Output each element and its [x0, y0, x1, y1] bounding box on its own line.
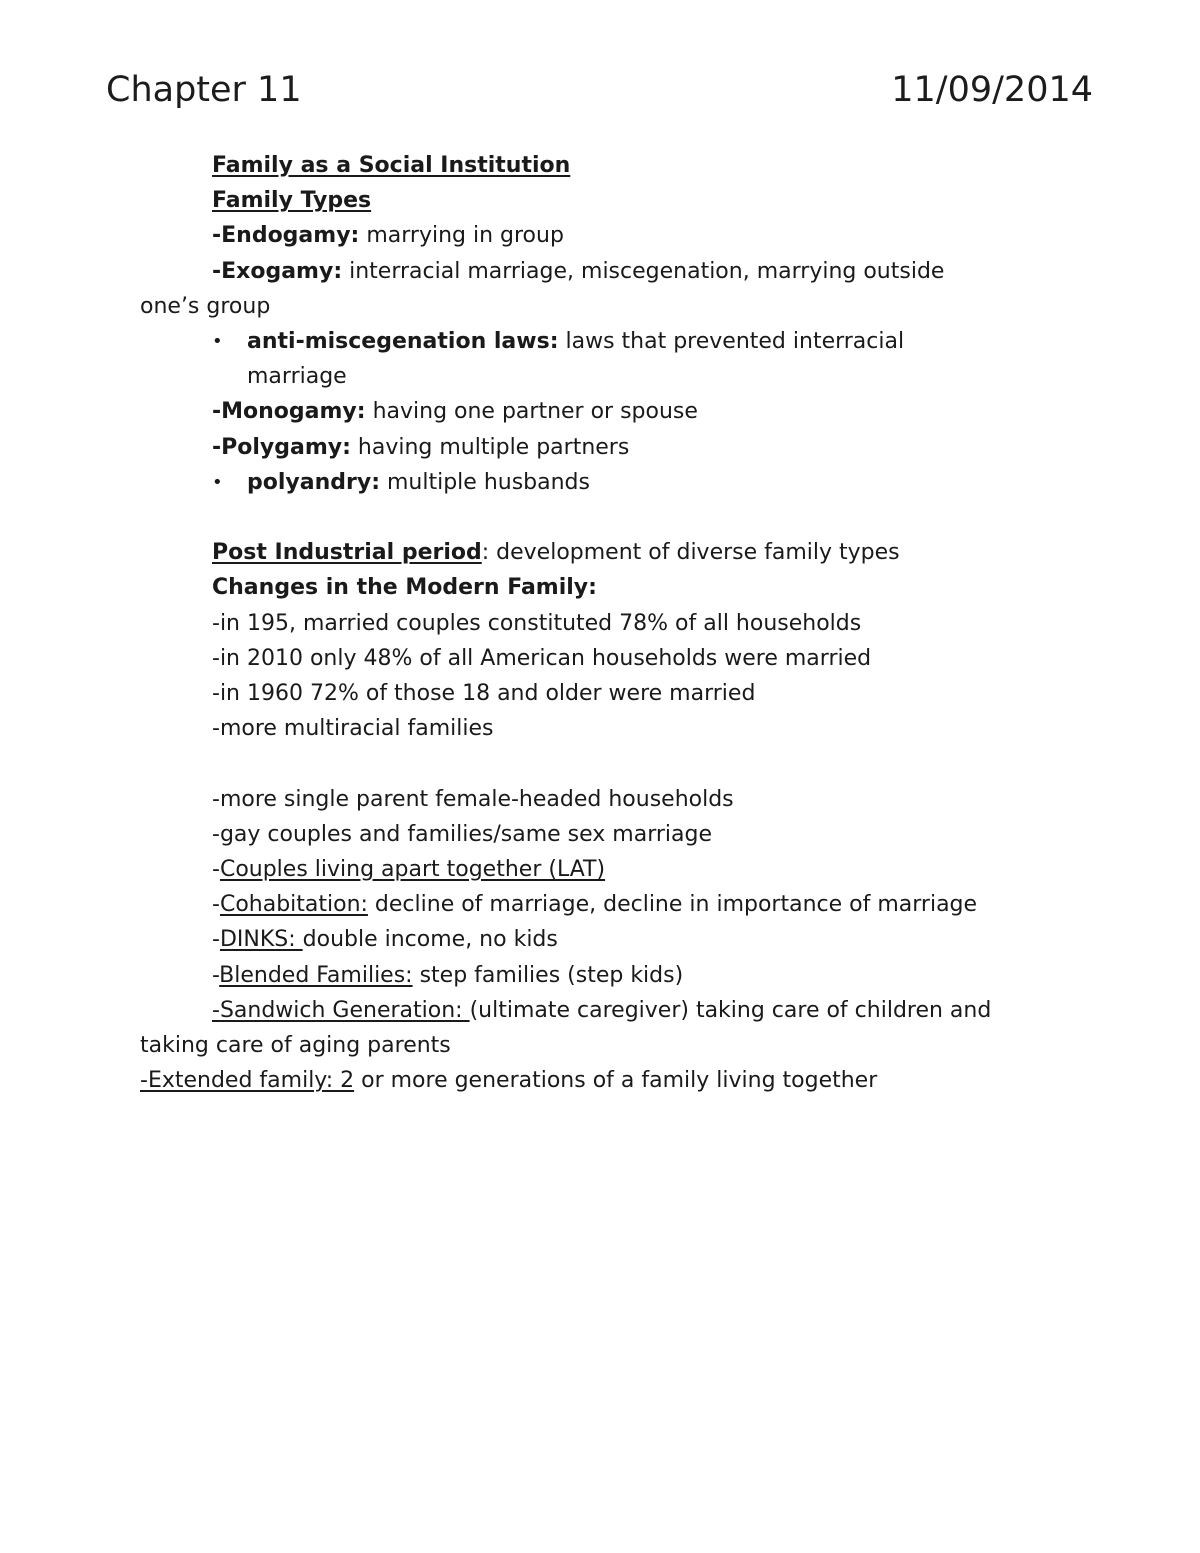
chapter-title: Chapter 11 — [106, 70, 302, 110]
term-monogamy: -Monogamy: — [212, 399, 366, 425]
term-polyandry: polyandry: — [247, 469, 380, 495]
note-line — [140, 218, 1070, 253]
dot-bullet-icon: • — [212, 471, 223, 493]
note-line-continuation — [140, 1028, 1070, 1063]
definition-text: marriage — [247, 364, 347, 390]
term-blended-families: Blended Families: — [219, 962, 413, 988]
definition-text: double income, no kids — [302, 927, 558, 953]
notes-body — [140, 148, 1070, 1134]
definition-text: (ultimate caregiver) taking care of children and — [469, 997, 992, 1023]
note-text: -in 2010 only 48% of all American households were married — [212, 645, 872, 671]
definition-text: one’s group — [140, 293, 271, 319]
definition-text: step families (step kids) — [412, 962, 684, 988]
heading-family-types: Family Types — [212, 188, 372, 214]
definition-text: multiple husbands — [380, 469, 590, 495]
note-text: -more multiracial families — [212, 716, 494, 742]
note-line — [140, 782, 1070, 817]
note-line — [140, 887, 1070, 922]
term-extended-family: -Extended family: 2 — [140, 1068, 355, 1094]
note-line — [140, 183, 1070, 218]
term-cohabitation: Cohabitation: — [219, 892, 368, 918]
note-line — [140, 394, 1070, 429]
note-line-continuation — [140, 289, 1070, 324]
note-line — [140, 148, 1070, 183]
term-lat: Couples living apart together (LAT) — [219, 857, 606, 883]
sub-bullet-line — [140, 324, 1070, 394]
sub-bullet-line — [140, 465, 1070, 500]
definition-text: having one partner or spouse — [365, 399, 698, 425]
note-text: -in 195, married couples constituted 78% of all households — [212, 610, 862, 636]
definition-text: marrying in group — [359, 223, 564, 249]
note-text: -in 1960 72% of those 18 and older were married — [212, 681, 756, 707]
note-line-empty — [140, 746, 1070, 781]
note-line — [140, 606, 1070, 641]
note-line-empty — [140, 1098, 1070, 1133]
definition-text: or more generations of a family living together — [354, 1068, 878, 1094]
note-line — [140, 711, 1070, 746]
dash: - — [212, 892, 220, 918]
note-line — [140, 641, 1070, 676]
definition-text: taking care of aging parents — [140, 1033, 451, 1059]
term-endogamy: -Endogamy: — [212, 223, 360, 249]
note-text: -more single parent female-headed households — [212, 786, 734, 812]
note-line — [140, 676, 1070, 711]
note-text: -gay couples and families/same sex marriage — [212, 821, 712, 847]
note-line — [140, 430, 1070, 465]
definition-text: interracial marriage, miscegenation, marrying outside — [342, 258, 945, 284]
note-line — [140, 535, 1070, 570]
definition-text: : development of diverse family types — [481, 540, 900, 566]
term-post-industrial: Post Industrial period — [212, 540, 482, 566]
dash: - — [212, 927, 220, 953]
note-line — [140, 1063, 1070, 1098]
heading-family-institution: Family as a Social Institution — [212, 153, 571, 178]
definition-text: having multiple partners — [350, 434, 630, 460]
term-polygamy: -Polygamy: — [212, 434, 351, 460]
term-exogamy: -Exogamy: — [212, 258, 343, 284]
document-header — [106, 70, 1093, 120]
note-line — [140, 570, 1070, 605]
dash: - — [212, 857, 220, 883]
term-dinks: DINKS: — [219, 927, 303, 953]
note-line — [140, 817, 1070, 852]
term-anti-miscegenation: anti-miscegenation laws: — [247, 329, 559, 355]
note-line — [140, 254, 1070, 289]
heading-modern-family: Changes in the Modern Family: — [212, 575, 597, 601]
note-line — [140, 922, 1070, 957]
definition-text: decline of marriage, decline in importance of marriage — [367, 892, 978, 918]
note-line-empty — [140, 500, 1070, 535]
note-line — [140, 852, 1070, 887]
definition-text: laws that prevented interracial — [558, 329, 905, 355]
dot-bullet-icon: • — [212, 331, 223, 353]
note-line — [140, 958, 1070, 993]
note-line — [140, 993, 1070, 1028]
dash: - — [212, 962, 220, 988]
document-date: 11/09/2014 — [891, 70, 1093, 110]
term-sandwich-generation: -Sandwich Generation: — [212, 997, 470, 1023]
